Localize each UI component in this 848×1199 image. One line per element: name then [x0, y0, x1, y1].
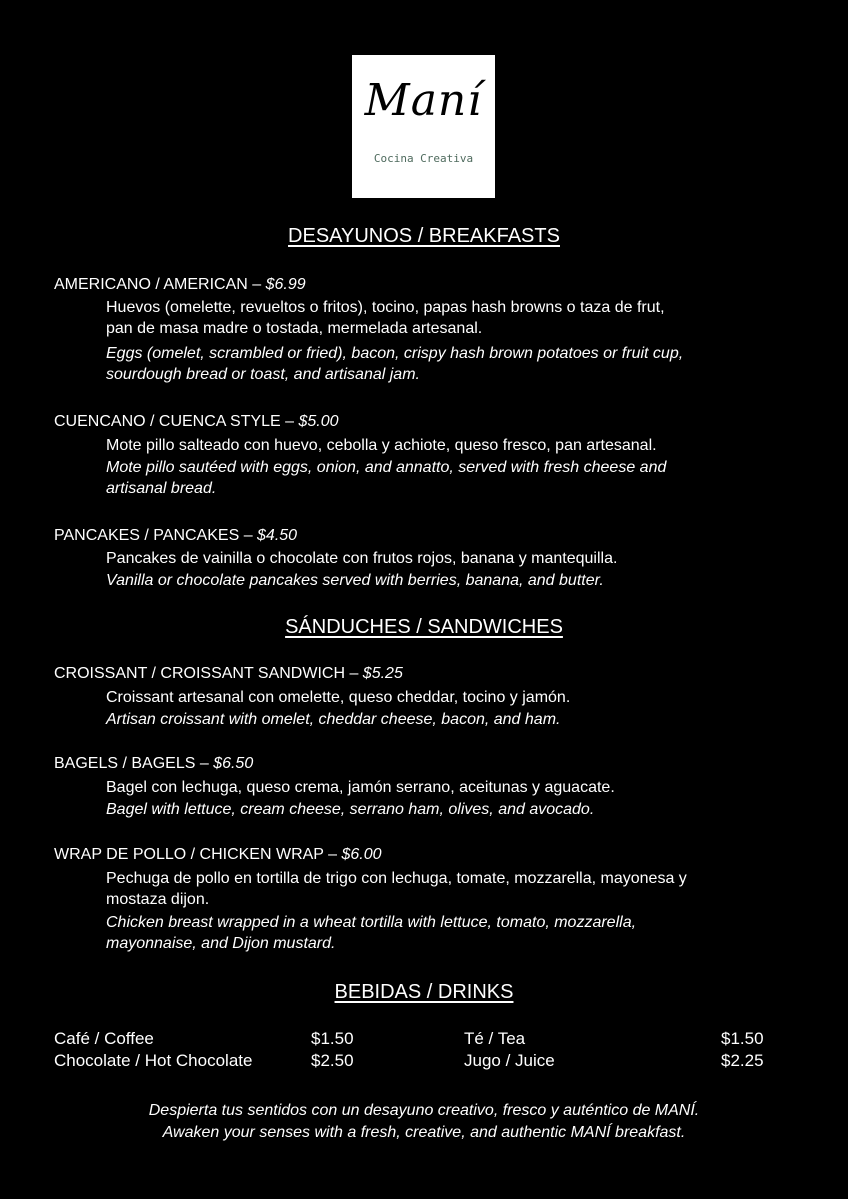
item-desc-en	[106, 709, 806, 730]
desc-line: mayonnaise, and Dijon mustard.	[106, 935, 336, 952]
logo-name: Maní	[364, 75, 483, 126]
item-desc-es	[106, 548, 806, 569]
menu-item-americano	[54, 276, 306, 294]
item-desc-en	[106, 570, 806, 591]
drink-name: Café / Coffee	[54, 1029, 154, 1048]
footer-line-es: Despierta tus sentidos con un desayuno creativo, fresco y auténtico de MANÍ.	[148, 1102, 700, 1119]
section-title-sandwiches: SÁNDUCHES / SANDWICHES	[285, 616, 563, 638]
drink-name: Té / Tea	[464, 1029, 526, 1048]
item-name: BAGELS / BAGELS –	[54, 755, 214, 772]
section-title-breakfasts: DESAYUNOS / BREAKFASTS	[288, 225, 560, 247]
item-name: CUENCANO / CUENCA STYLE –	[54, 413, 299, 430]
section-title-drinks: BEBIDAS / DRINKS	[334, 981, 514, 1003]
desc-line: Mote pillo salteado con huevo, cebolla y achiote, queso fresco, pan artesanal.	[106, 437, 657, 454]
desc-line: pan de masa madre o tostada, mermelada artesanal.	[106, 320, 483, 337]
item-name: WRAP DE POLLO / CHICKEN WRAP –	[54, 846, 342, 863]
drink-name: Chocolate / Hot Chocolate	[54, 1051, 253, 1070]
item-desc-es	[106, 435, 806, 456]
menu-item-croissant	[54, 665, 403, 683]
desc-line: Mote pillo sautéed with eggs, onion, and annatto, served with fresh cheese and	[106, 459, 667, 476]
menu-item-bagels	[54, 755, 253, 773]
item-name: PANCAKES / PANCAKES –	[54, 527, 258, 544]
drink-price: $1.50	[311, 1029, 354, 1048]
footer-tagline	[0, 1100, 848, 1144]
desc-line: Pechuga de pollo en tortilla de trigo con lechuga, tomate, mozzarella, mayonesa y	[106, 870, 687, 887]
item-desc-en	[106, 457, 806, 499]
desc-line: artisanal bread.	[106, 480, 217, 497]
footer-line-en: Awaken your senses with a fresh, creative, and authentic MANÍ breakfast.	[162, 1124, 686, 1141]
desc-line: Bagel con lechuga, queso crema, jamón serrano, aceitunas y aguacate.	[106, 779, 615, 796]
item-desc-es	[106, 868, 806, 910]
item-desc-es	[106, 687, 806, 708]
item-desc-en	[106, 343, 806, 385]
logo-tagline: Cocina Creativa	[373, 152, 474, 165]
desc-line: Pancakes de vainilla o chocolate con frutos rojos, banana y mantequilla.	[106, 550, 618, 567]
logo	[352, 55, 495, 198]
item-price: $6.00	[341, 846, 382, 863]
desc-line: Vanilla or chocolate pancakes served with berries, banana, and butter.	[106, 572, 604, 589]
desc-line: Bagel with lettuce, cream cheese, serrano ham, olives, and avocado.	[106, 801, 595, 818]
item-desc-es	[106, 777, 806, 798]
drink-name: Jugo / Juice	[464, 1051, 555, 1070]
desc-line: Croissant artesanal con omelette, queso cheddar, tocino y jamón.	[106, 689, 571, 706]
desc-line: Huevos (omelette, revueltos o fritos), tocino, papas hash browns o taza de frut,	[106, 299, 665, 316]
item-name: CROISSANT / CROISSANT SANDWICH –	[54, 665, 363, 682]
desc-line: Chicken breast wrapped in a wheat tortilla with lettuce, tomato, mozzarella,	[106, 914, 637, 931]
desc-line: sourdough bread or toast, and artisanal jam.	[106, 366, 420, 383]
item-desc-en	[106, 912, 806, 954]
item-name: AMERICANO / AMERICAN –	[54, 276, 266, 293]
menu-item-pancakes	[54, 527, 297, 545]
item-price: $5.25	[362, 665, 403, 682]
item-price: $6.99	[265, 276, 306, 293]
desc-line: Eggs (omelet, scrambled or fried), bacon, crispy hash brown potatoes or fruit cup,	[106, 345, 684, 362]
menu-item-cuencano	[54, 413, 339, 431]
item-price: $4.50	[257, 527, 298, 544]
item-desc-en	[106, 799, 806, 820]
menu-item-wrap	[54, 846, 382, 864]
desc-line: Artisan croissant with omelet, cheddar cheese, bacon, and ham.	[106, 711, 561, 728]
item-price: $5.00	[298, 413, 339, 430]
desc-line: mostaza dijon.	[106, 891, 210, 908]
item-price: $6.50	[213, 755, 254, 772]
item-desc-es	[106, 297, 806, 339]
drink-price: $2.25	[721, 1051, 764, 1070]
drink-price: $2.50	[311, 1051, 354, 1070]
drink-price: $1.50	[721, 1029, 764, 1048]
